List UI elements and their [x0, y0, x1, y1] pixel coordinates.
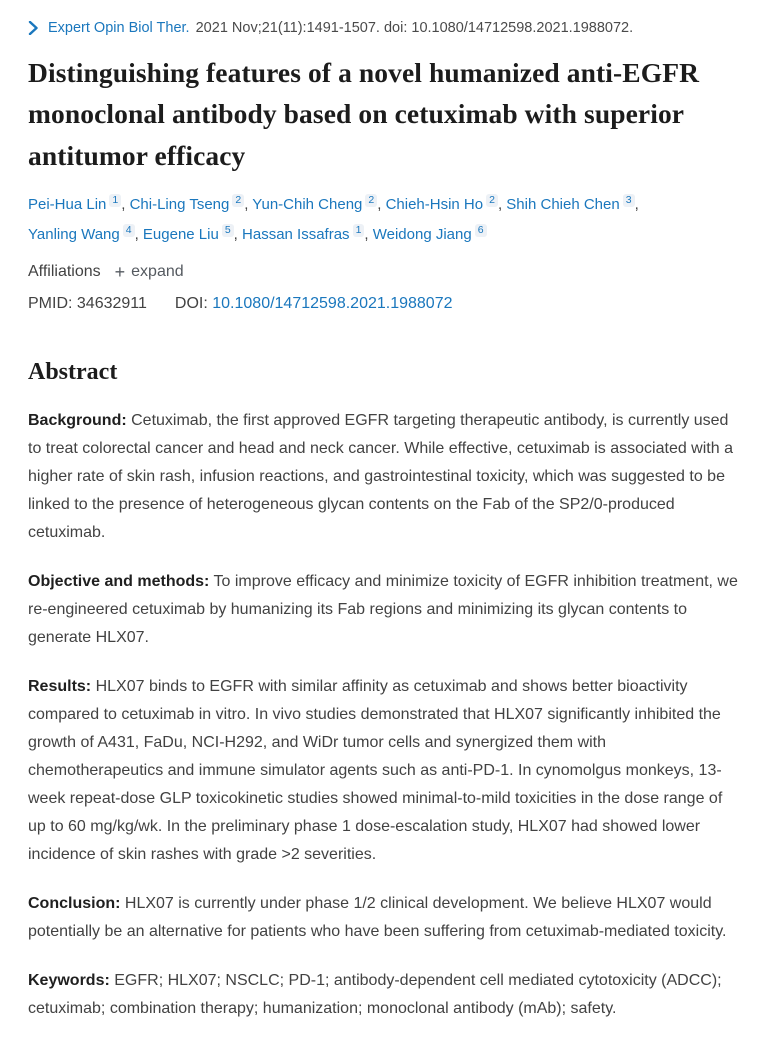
abstract-section	[28, 673, 739, 869]
pmid-label: PMID:	[28, 294, 73, 312]
author-affiliation-sup[interactable]: 6	[475, 224, 487, 237]
abstract-section	[28, 407, 739, 547]
author-link[interactable]: Weidong Jiang	[372, 225, 472, 243]
author-separator: ,	[497, 195, 507, 213]
journal-citation	[28, 20, 739, 36]
author-affiliation-sup[interactable]: 2	[365, 194, 377, 207]
abstract-section	[28, 890, 739, 946]
author-affiliation-sup[interactable]: 3	[623, 194, 635, 207]
doi-link[interactable]: 10.1080/14712598.2021.1988072	[212, 294, 453, 312]
section-label: Conclusion:	[28, 894, 121, 912]
author-affiliation-sup[interactable]: 2	[486, 194, 498, 207]
section-label: Background:	[28, 411, 127, 429]
author-separator: ,	[364, 225, 373, 243]
author-link[interactable]: Yun-Chih Cheng	[252, 195, 363, 213]
author-separator: ,	[244, 195, 253, 213]
citation-details: 2021 Nov;21(11):1491-1507. doi: 10.1080/14712598.2021.1988072.	[191, 20, 634, 36]
section-label: Keywords:	[28, 971, 110, 989]
page-title: Distinguishing features of a novel humanized anti-EGFR monoclonal antibody based on cetuximab with superior antitumor efficacy	[28, 57, 700, 171]
author-separator: ,	[134, 225, 143, 243]
author-link[interactable]: Eugene Liu	[142, 225, 219, 243]
affiliations-row	[28, 263, 739, 281]
author-affiliation-sup[interactable]: 2	[232, 194, 244, 207]
author-link[interactable]: Shih Chieh Chen	[506, 195, 620, 213]
author-separator: ,	[377, 195, 386, 213]
author-link[interactable]: Yanling Wang	[28, 225, 120, 243]
section-label: Objective and methods:	[28, 572, 210, 590]
author-affiliation-sup[interactable]: 1	[353, 224, 365, 237]
plus-icon: +	[114, 261, 126, 282]
pmid-field	[28, 295, 147, 313]
section-text: HLX07 is currently under phase 1/2 clinical development. We believe HLX07 would potentially be an alternative for patients who have been suffering from cetuximab-mediated toxicity.	[28, 894, 727, 940]
author-list	[28, 190, 668, 250]
identifiers-row	[28, 295, 739, 313]
expand-affiliations-button[interactable]	[115, 263, 184, 281]
author-affiliation-sup[interactable]: 1	[109, 194, 121, 207]
section-label: Results:	[28, 677, 92, 695]
author-affiliation-sup[interactable]: 5	[222, 224, 234, 237]
expand-label: expand	[131, 262, 184, 280]
doi-label: DOI:	[174, 294, 208, 312]
keywords-paragraph	[28, 967, 739, 1023]
section-text: Cetuximab, the first approved EGFR targeting therapeutic antibody, is currently used to treat colorectal cancer and head and neck cancer. While effective, cetuximab is associated with a higher rate of skin rash, infusion reactions, and gastrointestinal toxicity, which was suggested to be linked to the presence of heterogeneous glycan contents on the Fab of the SP2/0-produced cetuximab.	[28, 411, 733, 541]
chevron-right-icon[interactable]	[28, 21, 39, 35]
author-separator: ,	[233, 225, 243, 243]
affiliations-label: Affiliations	[28, 262, 101, 280]
abstract-body	[28, 407, 739, 1023]
doi-field	[175, 295, 453, 313]
section-text: EGFR; HLX07; NSCLC; PD-1; antibody-dependent cell mediated cytotoxicity (ADCC); cetuximab; combination therapy; humanization; monoclonal antibody (mAb); safety.	[28, 971, 722, 1017]
abstract-section	[28, 568, 739, 652]
author-link[interactable]: Hassan Issafras	[242, 225, 350, 243]
author-separator: ,	[121, 195, 130, 213]
author-link[interactable]: Chi-Ling Tseng	[129, 195, 230, 213]
journal-link[interactable]: Expert Opin Biol Ther.	[48, 20, 190, 36]
section-text: To improve efficacy and minimize toxicity of EGFR inhibition treatment, we re-engineered cetuximab by humanizing its Fab regions and minimizing its glycan contents to generate HLX07.	[28, 572, 738, 646]
author-separator: ,	[634, 195, 639, 213]
author-link[interactable]: Pei-Hua Lin	[28, 195, 107, 213]
pmid-value: 34632911	[76, 294, 147, 312]
author-link[interactable]: Chieh-Hsin Ho	[385, 195, 484, 213]
abstract-heading: Abstract	[28, 358, 118, 385]
author-affiliation-sup[interactable]: 4	[123, 224, 135, 237]
section-text: HLX07 binds to EGFR with similar affinity as cetuximab and shows better bioactivity compared to cetuximab in vitro. In vivo studies demonstrated that HLX07 significantly inhibited the growth of A431, FaDu, NCI-H292, and WiDr tumor cells and synergized them with chemotherapeutics and immune simulator agents such as anti-PD-1. In cynomolgus monkeys, 13-week repeat-dose GLP toxicokinetic studies showed minimal-to-mild toxicities in the dose range of up to 60 mg/kg/wk. In the preliminary phase 1 dose-escalation study, HLX07 had showed lower incidence of skin rashes with grade >2 severities.	[28, 677, 723, 863]
